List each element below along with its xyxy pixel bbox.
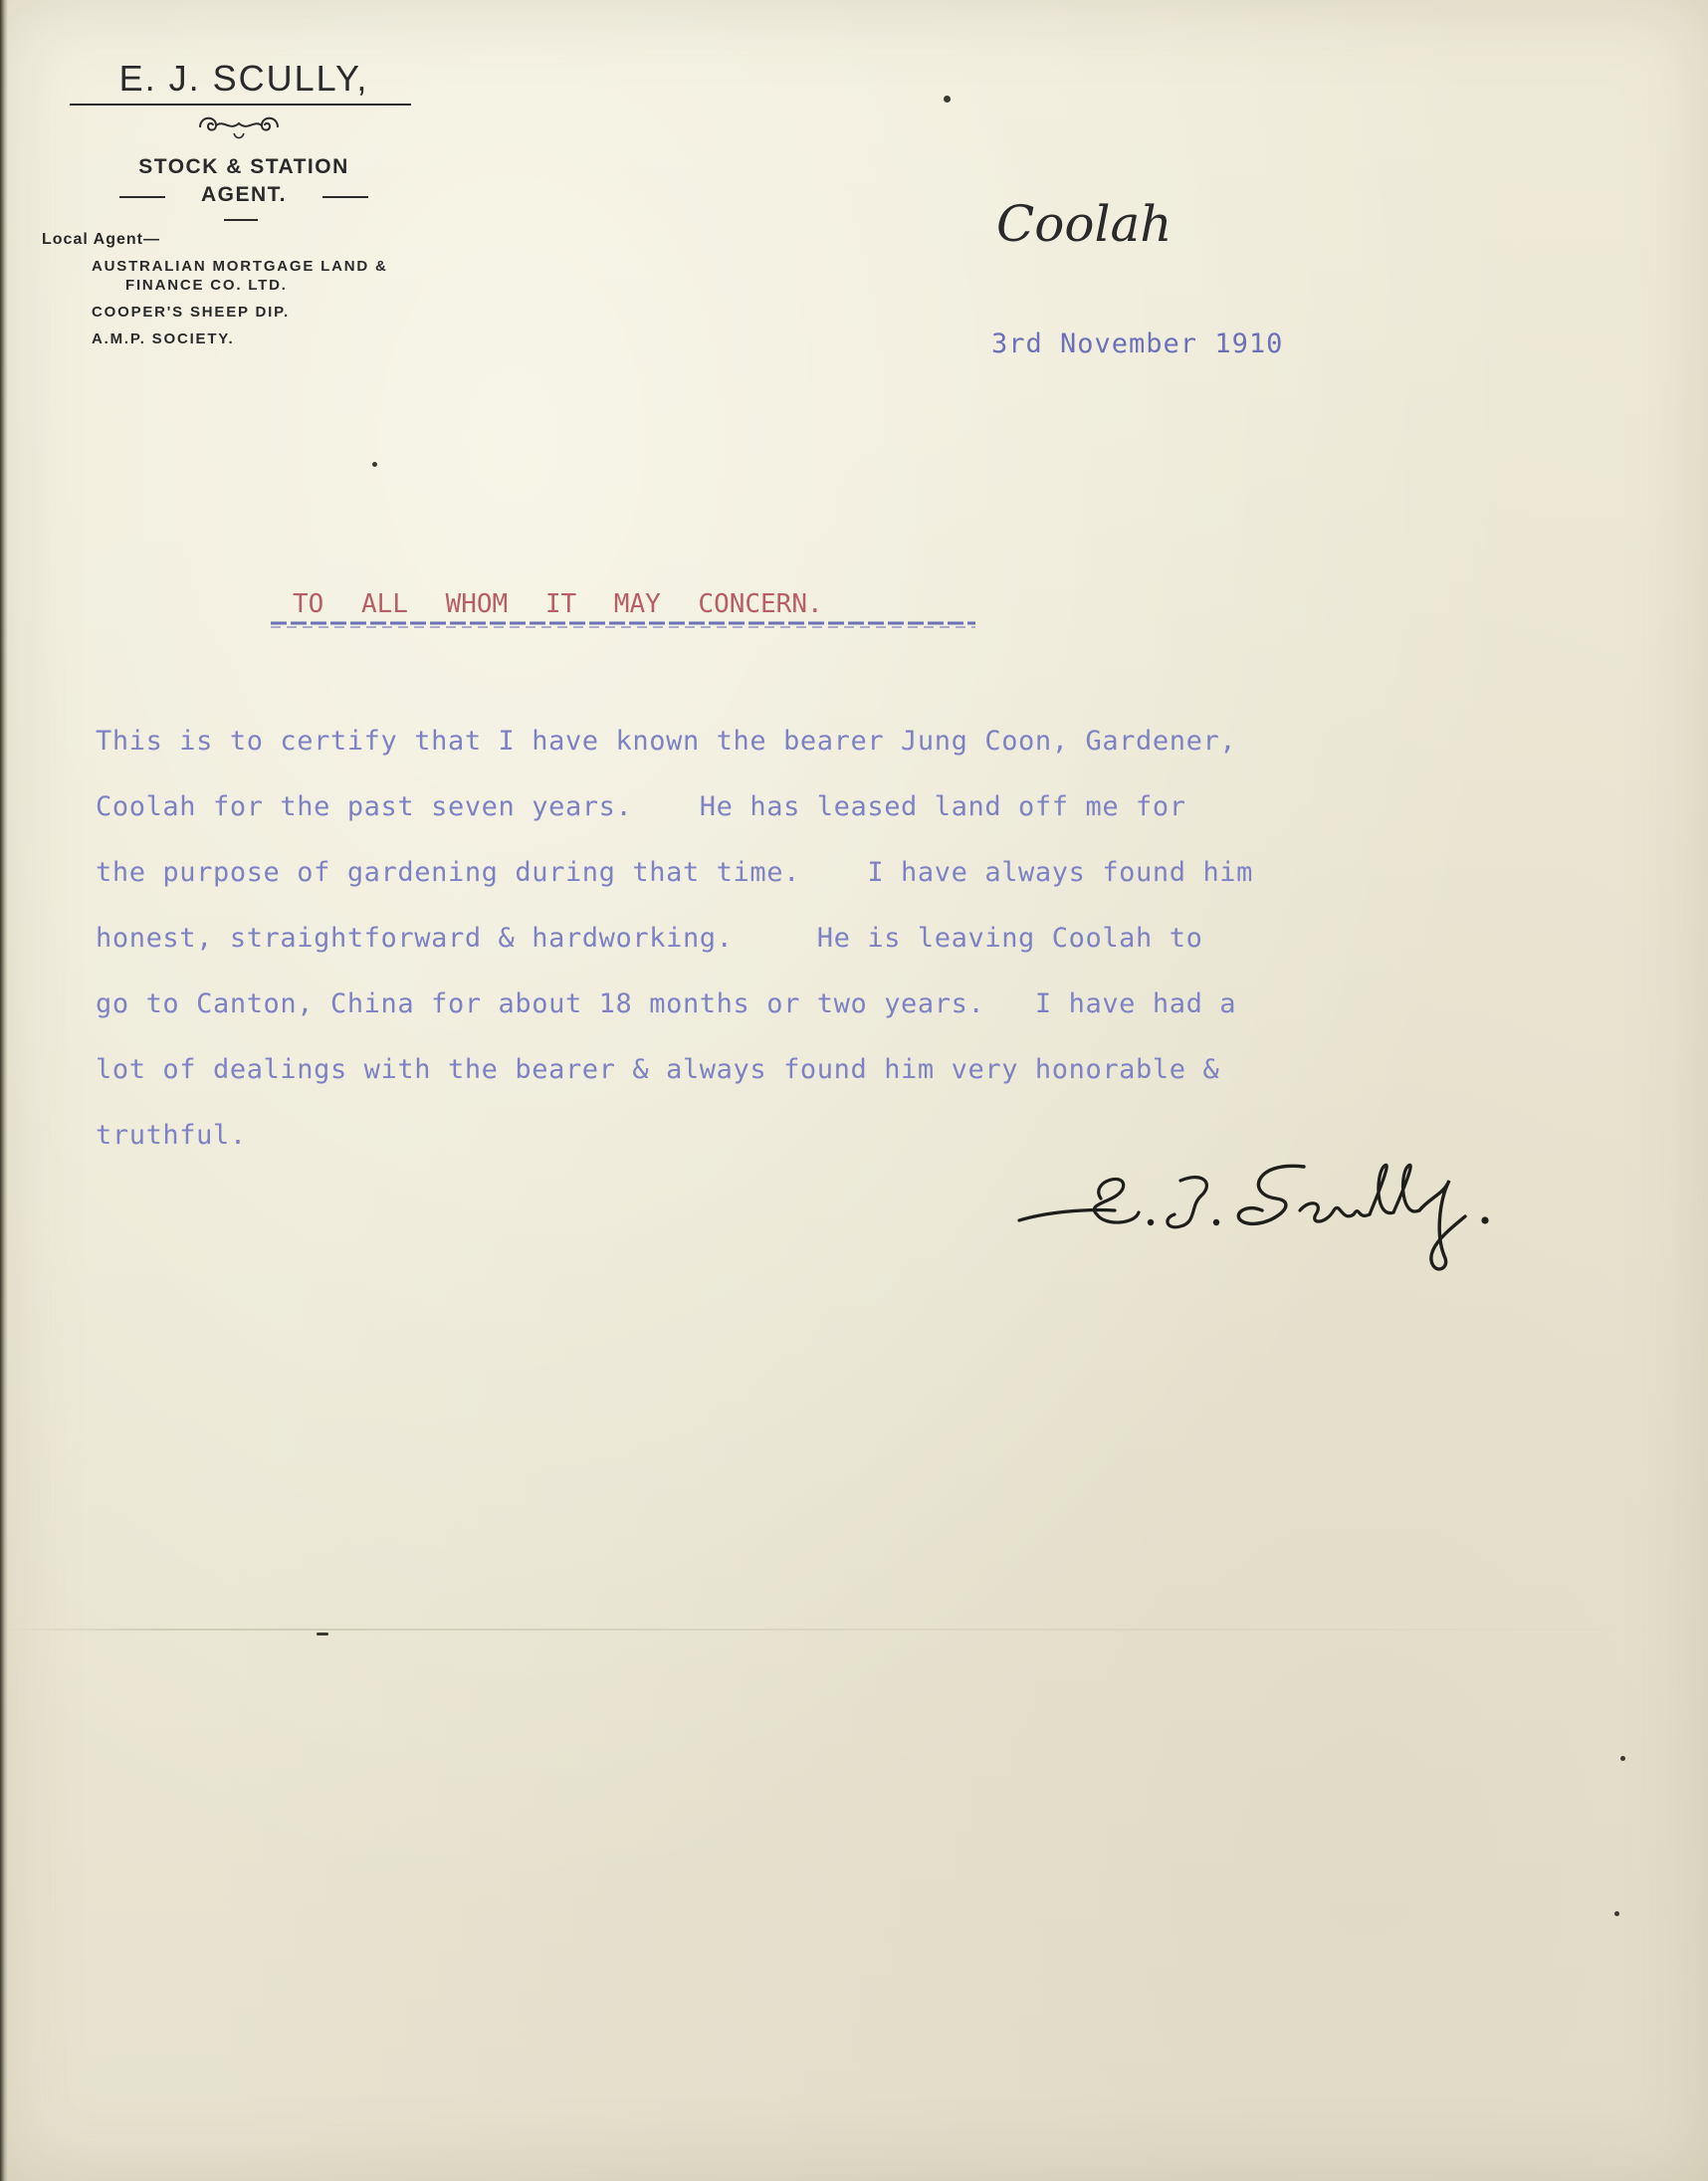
local-agent-label: Local Agent— [42, 231, 160, 248]
paper-speck [317, 1633, 328, 1636]
letter-heading: TO ALL WHOM IT MAY CONCERN. [293, 589, 823, 619]
letterhead-agent-row [119, 183, 368, 209]
letterhead-name: E. J. SCULLY, [118, 58, 369, 99]
handwritten-signature [1005, 1141, 1563, 1290]
agency-list [92, 257, 388, 356]
body-line: Coolah for the past seven years. He has leased land off me for [96, 791, 1186, 822]
paper-speck [1614, 1911, 1619, 1916]
body-line: lot of dealings with the bearer & always found him very honorable & [96, 1054, 1220, 1085]
paper-speck [372, 462, 377, 467]
body-line: go to Canton, China for about 18 months or two years. I have had a [96, 988, 1237, 1019]
paper-edge [0, 0, 8, 2181]
body-line: truthful. [96, 1120, 247, 1151]
scroll-ornament-icon [194, 109, 284, 143]
agency-item: A.M.P. SOCIETY. [92, 330, 235, 347]
letterhead-rule [70, 104, 411, 106]
letterhead-short-rule [224, 219, 258, 221]
letterhead-agent: AGENT. [200, 183, 287, 206]
body-line: honest, straightforward & hardworking. He is leaving Coolah to [96, 923, 1203, 954]
heading-block [271, 589, 975, 637]
agency-item: COOPER'S SHEEP DIP. [92, 304, 290, 321]
paper-speck [944, 96, 951, 103]
letterhead-title: STOCK & STATION [138, 155, 349, 178]
body-line: This is to certify that I have known the bearer Jung Coon, Gardener, [96, 726, 1237, 757]
letter-date: 3rd November 1910 [991, 328, 1284, 359]
paper-speck [1620, 1756, 1625, 1761]
agent-dash-right [322, 196, 368, 198]
body-line: the purpose of gardening during that time. I have always found him [96, 857, 1254, 888]
letter-body [96, 719, 1519, 1179]
paper-fold [0, 1629, 1708, 1631]
heading-underline [271, 621, 975, 629]
agency-item: FINANCE CO. LTD. [125, 277, 288, 294]
agency-item: AUSTRALIAN MORTGAGE LAND & [92, 258, 388, 275]
place-text: Coolah [996, 195, 1173, 253]
place-script [990, 175, 1189, 265]
